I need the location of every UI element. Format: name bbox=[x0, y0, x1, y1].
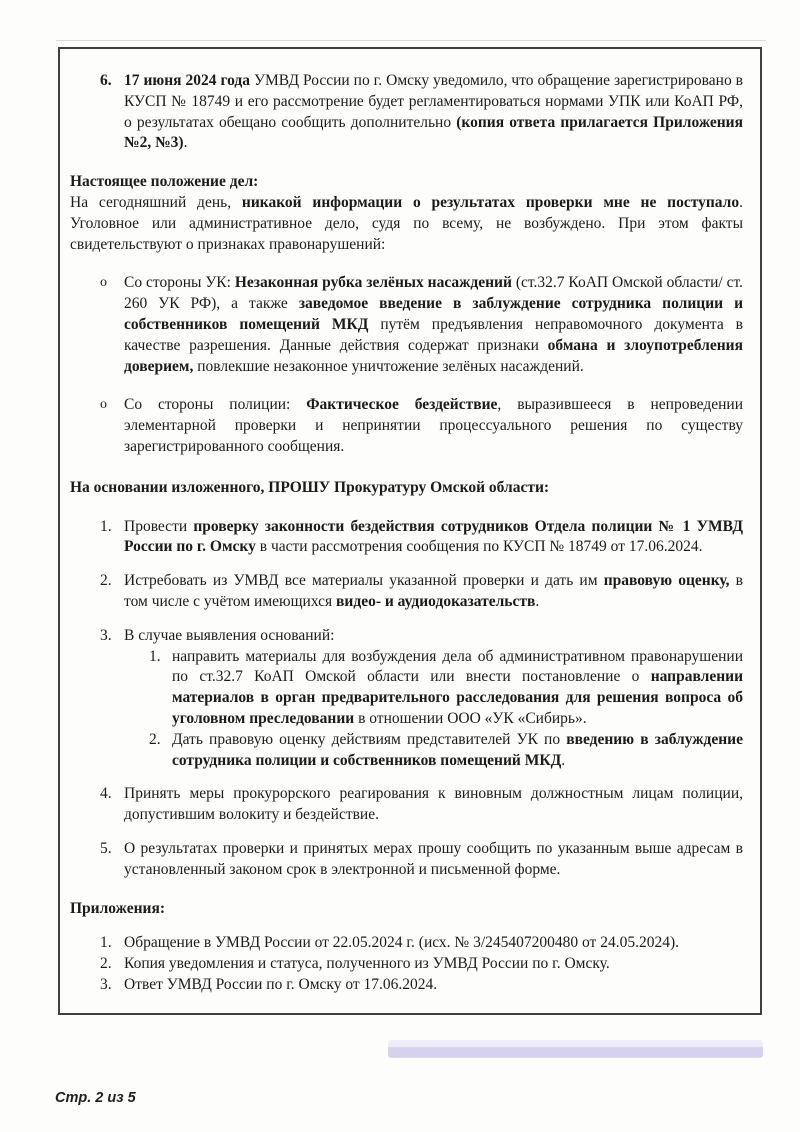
attachment-text: Ответ УМВД России по г. Омску от 17.06.2024. bbox=[124, 975, 438, 993]
list-item-text: О результатах проверки и принятых мерах прошу сообщить по указанным выше адресам в установленный законом срок в электронной и письменной форме. bbox=[124, 839, 743, 878]
list-item-number: 2. bbox=[149, 730, 161, 748]
list-item-text: Дать правовую оценку действиям представителей УК по введению в заблуждение сотрудника полиции и собственников помещений МКД. bbox=[172, 730, 743, 769]
list-item-text: В случае выявления оснований: bbox=[124, 626, 335, 644]
list-item-number: 4. bbox=[100, 785, 112, 803]
list-item-number: 6. bbox=[100, 72, 112, 89]
request-sublist bbox=[124, 647, 743, 772]
bullet-text: Со стороны полиции: Фактическое бездействие, выразившееся в непроведении элементарной проверки и непринятии процессуального решения по существу зарегистрированного сообщения. bbox=[124, 396, 743, 455]
attachment-item-3 bbox=[70, 975, 743, 996]
request-item-1 bbox=[70, 517, 743, 559]
request-subitem-2 bbox=[124, 730, 743, 772]
list-item-text: Истребовать из УМВД все материалы указанной проверки и дать им правовую оценку, в том числе с учётом имеющихся видео- и аудиодоказательств. bbox=[124, 572, 743, 610]
list-item-number: 1. bbox=[149, 647, 161, 665]
bullet-marker: o bbox=[100, 275, 107, 291]
list-item-number: 1. bbox=[100, 517, 112, 535]
request-item-4 bbox=[70, 784, 743, 826]
page-edge-line bbox=[56, 40, 766, 41]
attachment-item-2 bbox=[70, 954, 743, 975]
request-subitem-1 bbox=[124, 647, 743, 730]
status-section-heading: Настоящее положение дел: bbox=[70, 173, 259, 191]
list-item-number: 3. bbox=[100, 626, 112, 644]
page-number-footer: Стр. 2 из 5 bbox=[55, 1090, 136, 1106]
request-item-3 bbox=[70, 626, 743, 772]
list-item-number: 1. bbox=[100, 934, 112, 952]
request-item-2 bbox=[70, 571, 743, 613]
status-paragraph: На сегодняшний день, никакой информации о результатах проверки мне не поступало. Уголовное или административное дело, судя по всему, не возбуждено. При этом факты свидетельствуют о признаках правонарушений: bbox=[70, 193, 743, 253]
request-item-5 bbox=[70, 839, 743, 881]
list-item-text: Провести проверку законности бездействия сотрудников Отдела полиции № 1 УМВД России по г. Омску в части рассмотрения сообщения по КУСП № 18749 от 17.06.2024. bbox=[124, 517, 744, 556]
bullet-item-police bbox=[70, 395, 743, 457]
list-item-text: направить материалы для возбуждения дела об административном правонарушении по ст.32.7 КоАП Омской области или внести постановление о направлении материалов в орган предварительного расследования для решения вопроса об уголовном преследовании в отношении ООО «УК «Сибирь». bbox=[172, 647, 743, 727]
list-item-number: 5. bbox=[100, 839, 112, 857]
horizontal-scrollbar-thumb[interactable] bbox=[388, 1040, 763, 1058]
request-section-heading: На основании изложенного, ПРОШУ Прокуратуру Омской области: bbox=[70, 478, 550, 496]
attachment-text: Обращение в УМВД России от 22.05.2024 г. (исх. № 3/245407200480 от 24.05.2024). bbox=[124, 934, 679, 952]
document-page-body bbox=[58, 47, 762, 1015]
attachment-item-1 bbox=[70, 933, 743, 954]
bullet-marker: o bbox=[100, 397, 107, 413]
attachment-text: Копия уведомления и статуса, полученного из УМВД России по г. Омску. bbox=[124, 955, 610, 973]
list-item-number: 2. bbox=[100, 955, 112, 973]
list-item-text: 17 июня 2024 года УМВД России по г. Омску уведомило, что обращение зарегистрировано в КУСП № 18749 и его рассмотрение будет регламентироваться нормами УПК или КоАП РФ, о результатах обещано сообщить дополнительно (копия ответа прилагается Приложения №2, №3). bbox=[124, 72, 743, 152]
bullet-item-uk bbox=[70, 273, 743, 377]
numbered-item-6 bbox=[70, 71, 743, 154]
attachments-section-heading: Приложения: bbox=[70, 899, 165, 917]
bullet-text: Со стороны УК: Незаконная рубка зелёных насаждений (ст.32.7 КоАП Омской области/ ст. 260 УК РФ), а также заведомое введение в заблуждение сотрудника полиции и собственников помещений МКД путём предъявления неправомочного документа в качестве разрешения. Данные действия содержат признаки обмана и злоупотребления доверием, повлекшие незаконное уничтожение зелёных насаждений. bbox=[124, 274, 743, 375]
list-item-text: Принять меры прокурорского реагирования к виновным должностным лицам полиции, допустившим волокиту и бездействие. bbox=[124, 785, 743, 824]
list-item-number: 3. bbox=[100, 975, 112, 993]
list-item-number: 2. bbox=[100, 572, 112, 590]
